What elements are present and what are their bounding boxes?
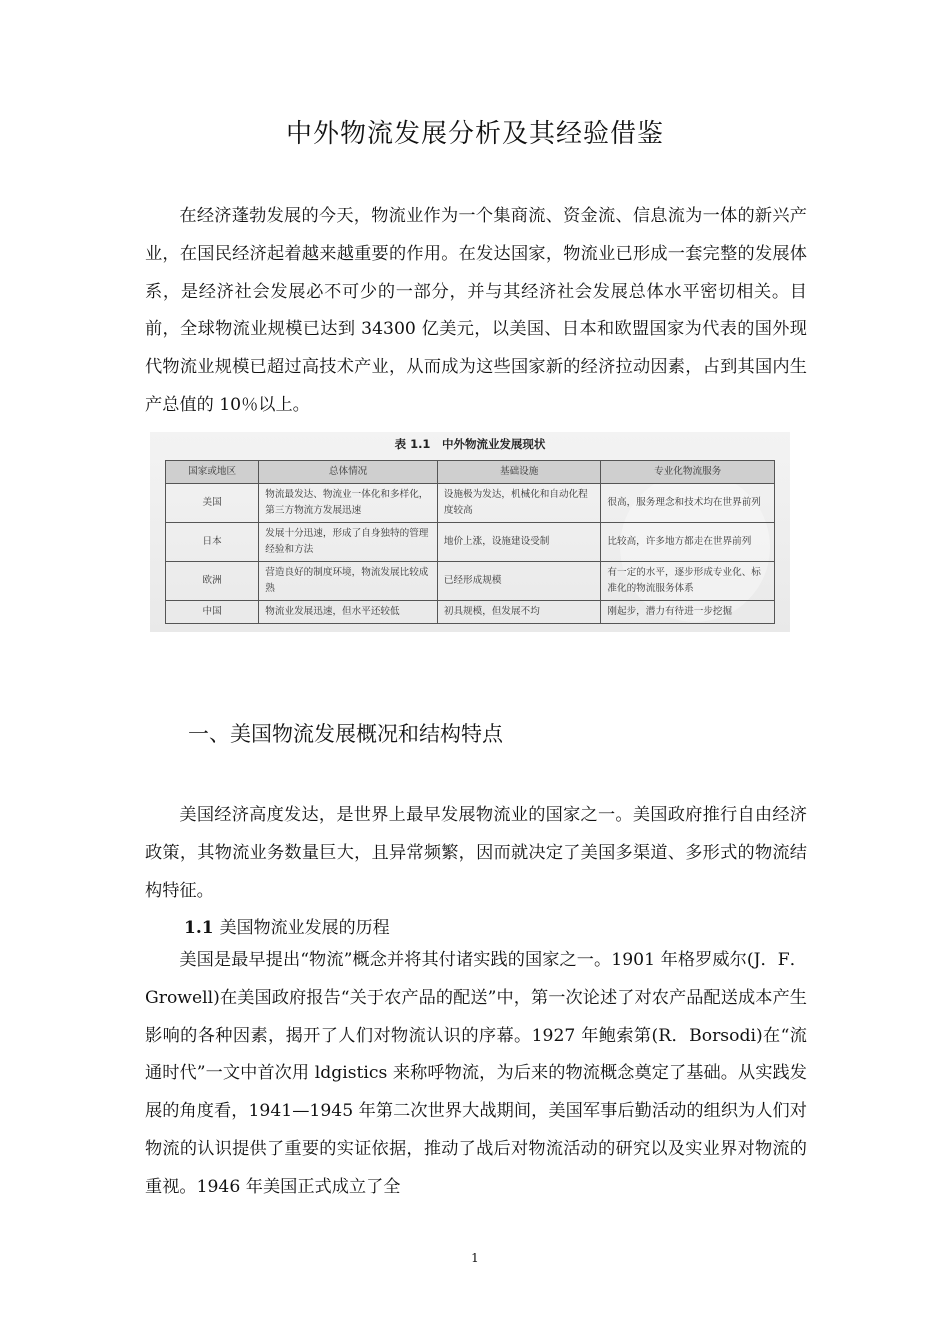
table-header-row <box>166 461 775 484</box>
table-header-cell: 专业化物流服务 <box>601 461 775 484</box>
section-paragraph: 美国经济高度发达，是世界上最早发展物流业的国家之一。美国政府推行自由经济政策，其物流业务数量巨大，且异常频繁，因而就决定了美国多渠道、多形式的物流结构特征。 <box>145 805 807 901</box>
table-cell: 比较高，许多地方都走在世界前列 <box>601 523 775 562</box>
subsection-title: 美国物流业发展的历程 <box>219 918 390 938</box>
table-header-cell: 基础设施 <box>437 461 601 484</box>
table-cell: 营造良好的制度环境，物流发展比较成熟 <box>259 562 438 601</box>
logistics-status-table <box>165 460 775 624</box>
document-title: 中外物流发展分析及其经验借鉴 <box>285 119 664 149</box>
table-cell: 美国 <box>166 484 259 523</box>
section-heading: 一、美国物流发展概况和结构特点 <box>188 722 503 746</box>
table-cell: 已经形成规模 <box>437 562 601 601</box>
table-cell: 地价上涨，设施建设受制 <box>437 523 601 562</box>
table-cell: 欧洲 <box>166 562 259 601</box>
table-cell: 发展十分迅速，形成了自身独特的管理经验和方法 <box>259 523 438 562</box>
table-header-cell: 总体情况 <box>259 461 438 484</box>
subsection-paragraph: 美国是最早提出“物流”概念并将其付诸实践的国家之一。1901 年格罗威尔(J．F．Growell)在美国政府报告“关于农产品的配送”中，第一次论述了对农产品配送成本产生影响的各种因素，揭开了人们对物流认识的序幕。1927 年鲍索第(R．Borsodi)在“流通时代”一文中首次用 ldgistics 来称呼物流，为后来的物流概念奠定了基础。从实践发展的角度看，1941—1945 年第二次世界大战期间，美国军事后勤活动的组织为人们对物流的认识提供了重要的实证依据，推动了战后对物流活动的研究以及实业界对物流的重视。1946 年美国正式成立了全 <box>145 950 807 1197</box>
table-cell: 初具规模，但发展不均 <box>437 601 601 624</box>
table-cell: 很高，服务理念和技术均在世界前列 <box>601 484 775 523</box>
table-cell: 日本 <box>166 523 259 562</box>
subsection-number: 1.1 <box>184 918 214 938</box>
subsection-heading <box>184 913 390 938</box>
intro-paragraph: 在经济蓬勃发展的今天，物流业作为一个集商流、资金流、信息流为一体的新兴产业，在国民经济起着越来越重要的作用。在发达国家，物流业已形成一套完整的发展体系，是经济社会发展必不可少的一部分，并与其经济社会发展总体水平密切相关。目前，全球物流业规模已达到 34300 亿美元，以美国、日本和欧盟国家为代表的国外现代物流业规模已超过高技术产业，从而成为这些国家新的经济拉动因素，占到其国内生产总值的 10％以上。 <box>145 206 807 415</box>
table-cell: 刚起步，潜力有待进一步挖掘 <box>601 601 775 624</box>
table-row <box>166 562 775 601</box>
table-header-cell: 国家或地区 <box>166 461 259 484</box>
table-caption: 表 1.1 中外物流业发展现状 <box>394 437 546 451</box>
table-row <box>166 523 775 562</box>
table-cell: 设施极为发达，机械化和自动化程度较高 <box>437 484 601 523</box>
page-number: 1 <box>471 1251 479 1265</box>
table-row <box>166 484 775 523</box>
table-figure <box>150 432 790 632</box>
table-row <box>166 601 775 624</box>
table-cell: 有一定的水平，逐步形成专业化、标准化的物流服务体系 <box>601 562 775 601</box>
table-cell: 物流业发展迅速，但水平还较低 <box>259 601 438 624</box>
table-cell: 中国 <box>166 601 259 624</box>
table-cell: 物流最发达、物流业一体化和多样化，第三方物流方发展迅速 <box>259 484 438 523</box>
